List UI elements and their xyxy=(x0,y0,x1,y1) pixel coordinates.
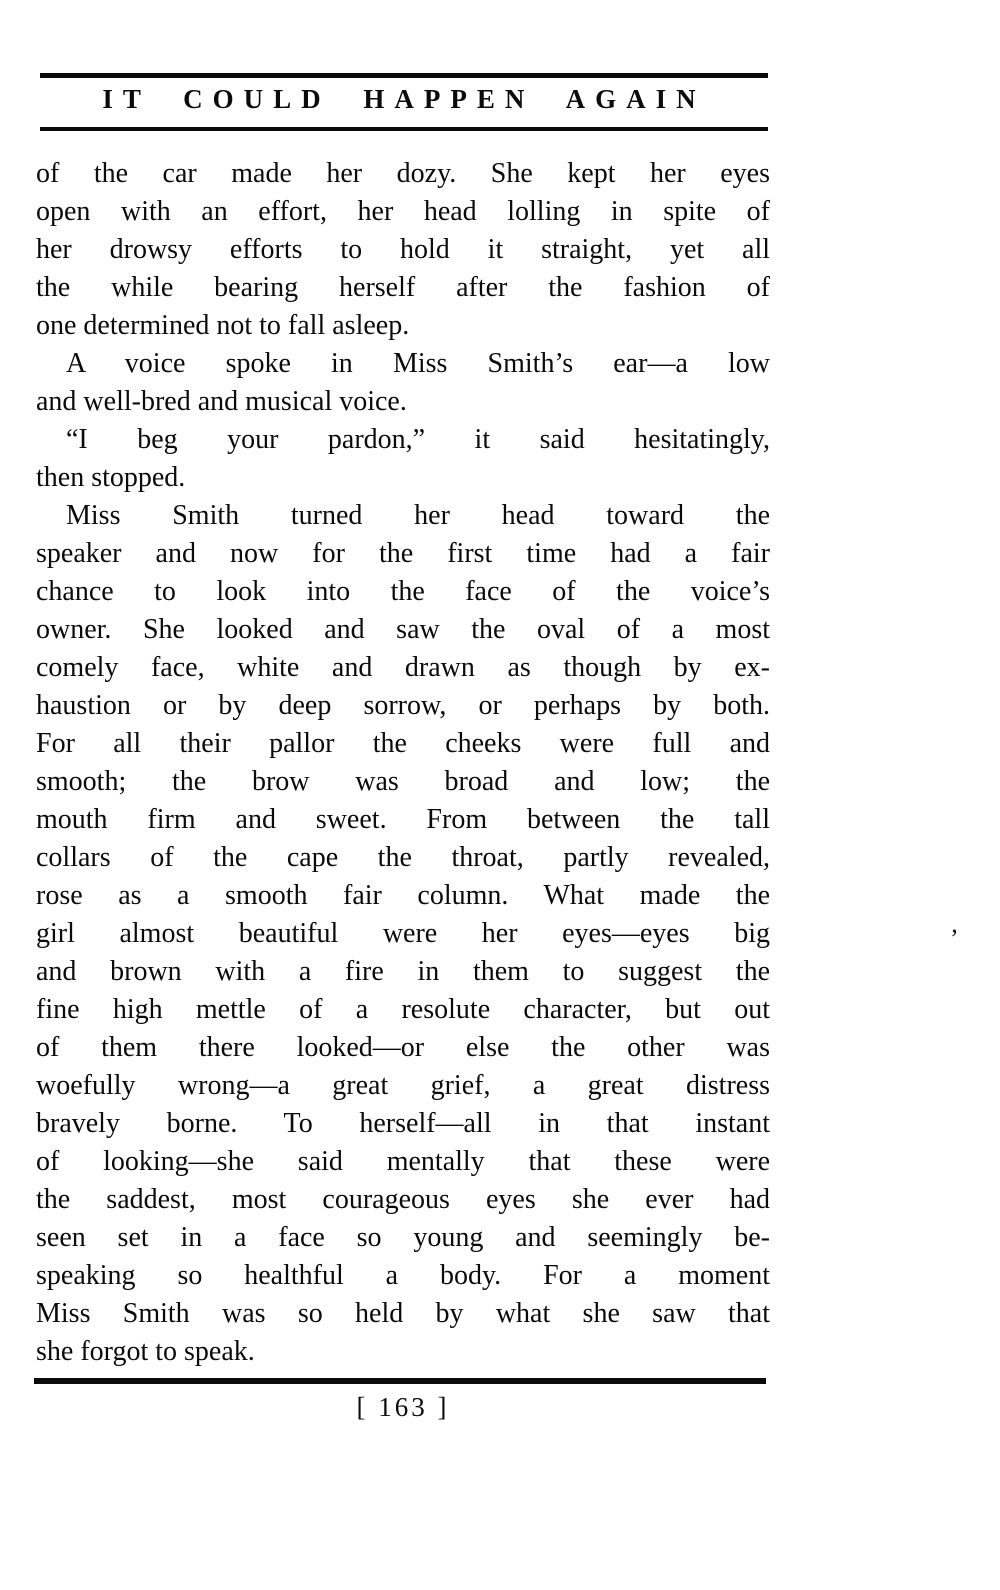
text-line: of them there looked—or else the other was xyxy=(36,1032,770,1063)
text-line: of the car made her dozy. She kept her eyes xyxy=(36,158,770,189)
running-head-title: IT COULD HAPPEN AGAIN xyxy=(102,84,706,114)
text-line: girl almost beautiful were her eyes—eyes big xyxy=(36,918,770,949)
text-line: the saddest, most courageous eyes she ever had xyxy=(36,1184,770,1215)
text-line: For all their pallor the cheeks were full and xyxy=(36,728,770,759)
text-line: woefully wrong—a great grief, a great distress xyxy=(36,1070,770,1101)
text-line: mouth firm and sweet. From between the tall xyxy=(36,804,770,835)
text-line: smooth; the brow was broad and low; the xyxy=(36,766,770,797)
header-top-rule xyxy=(40,73,768,78)
text-line: A voice spoke in Miss Smith’s ear—a low xyxy=(66,348,770,379)
text-line: “I beg your pardon,” it said hesitatingly, xyxy=(66,424,770,455)
text-line: the while bearing herself after the fashion of xyxy=(36,272,770,303)
text-line: chance to look into the face of the voice’s xyxy=(36,576,770,607)
text-line: Miss Smith turned her head toward the xyxy=(66,500,770,531)
text-line: owner. She looked and saw the oval of a most xyxy=(36,614,770,645)
text-line: comely face, white and drawn as though by ex- xyxy=(36,652,770,683)
text-line: her drowsy efforts to hold it straight, yet all xyxy=(36,234,770,265)
text-line: bravely borne. To herself—all in that instant xyxy=(36,1108,770,1139)
text-line: Miss Smith was so held by what she saw that xyxy=(36,1298,770,1329)
paragraph xyxy=(36,497,770,1371)
paragraph xyxy=(36,155,770,345)
text-line: rose as a smooth fair column. What made the xyxy=(36,880,770,911)
text-line: open with an effort, her head lolling in spite of xyxy=(36,196,770,227)
text-line: then stopped. xyxy=(36,462,186,493)
text-line: of looking—she said mentally that these were xyxy=(36,1146,770,1177)
text-line: she forgot to speak. xyxy=(36,1336,255,1367)
text-line: speaker and now for the first time had a fair xyxy=(36,538,770,569)
stray-mark: ’ xyxy=(950,924,959,953)
text-line: seen set in a face so young and seemingly be- xyxy=(36,1222,770,1253)
text-line: speaking so healthful a body. For a moment xyxy=(36,1260,770,1291)
page-body xyxy=(36,155,770,1371)
text-line: haustion or by deep sorrow, or perhaps by both. xyxy=(36,690,770,721)
text-line: collars of the cape the throat, partly revealed, xyxy=(36,842,770,873)
header-bottom-rule xyxy=(40,127,768,131)
text-line: one determined not to fall asleep. xyxy=(36,310,410,341)
page-number: [ 163 ] xyxy=(356,1392,450,1422)
text-line: and well-bred and musical voice. xyxy=(36,386,407,417)
text-line: fine high mettle of a resolute character, but out xyxy=(36,994,770,1025)
paragraph xyxy=(36,345,770,421)
paragraph xyxy=(36,421,770,497)
text-line: and brown with a fire in them to suggest the xyxy=(36,956,770,987)
footer-rule xyxy=(34,1378,766,1384)
